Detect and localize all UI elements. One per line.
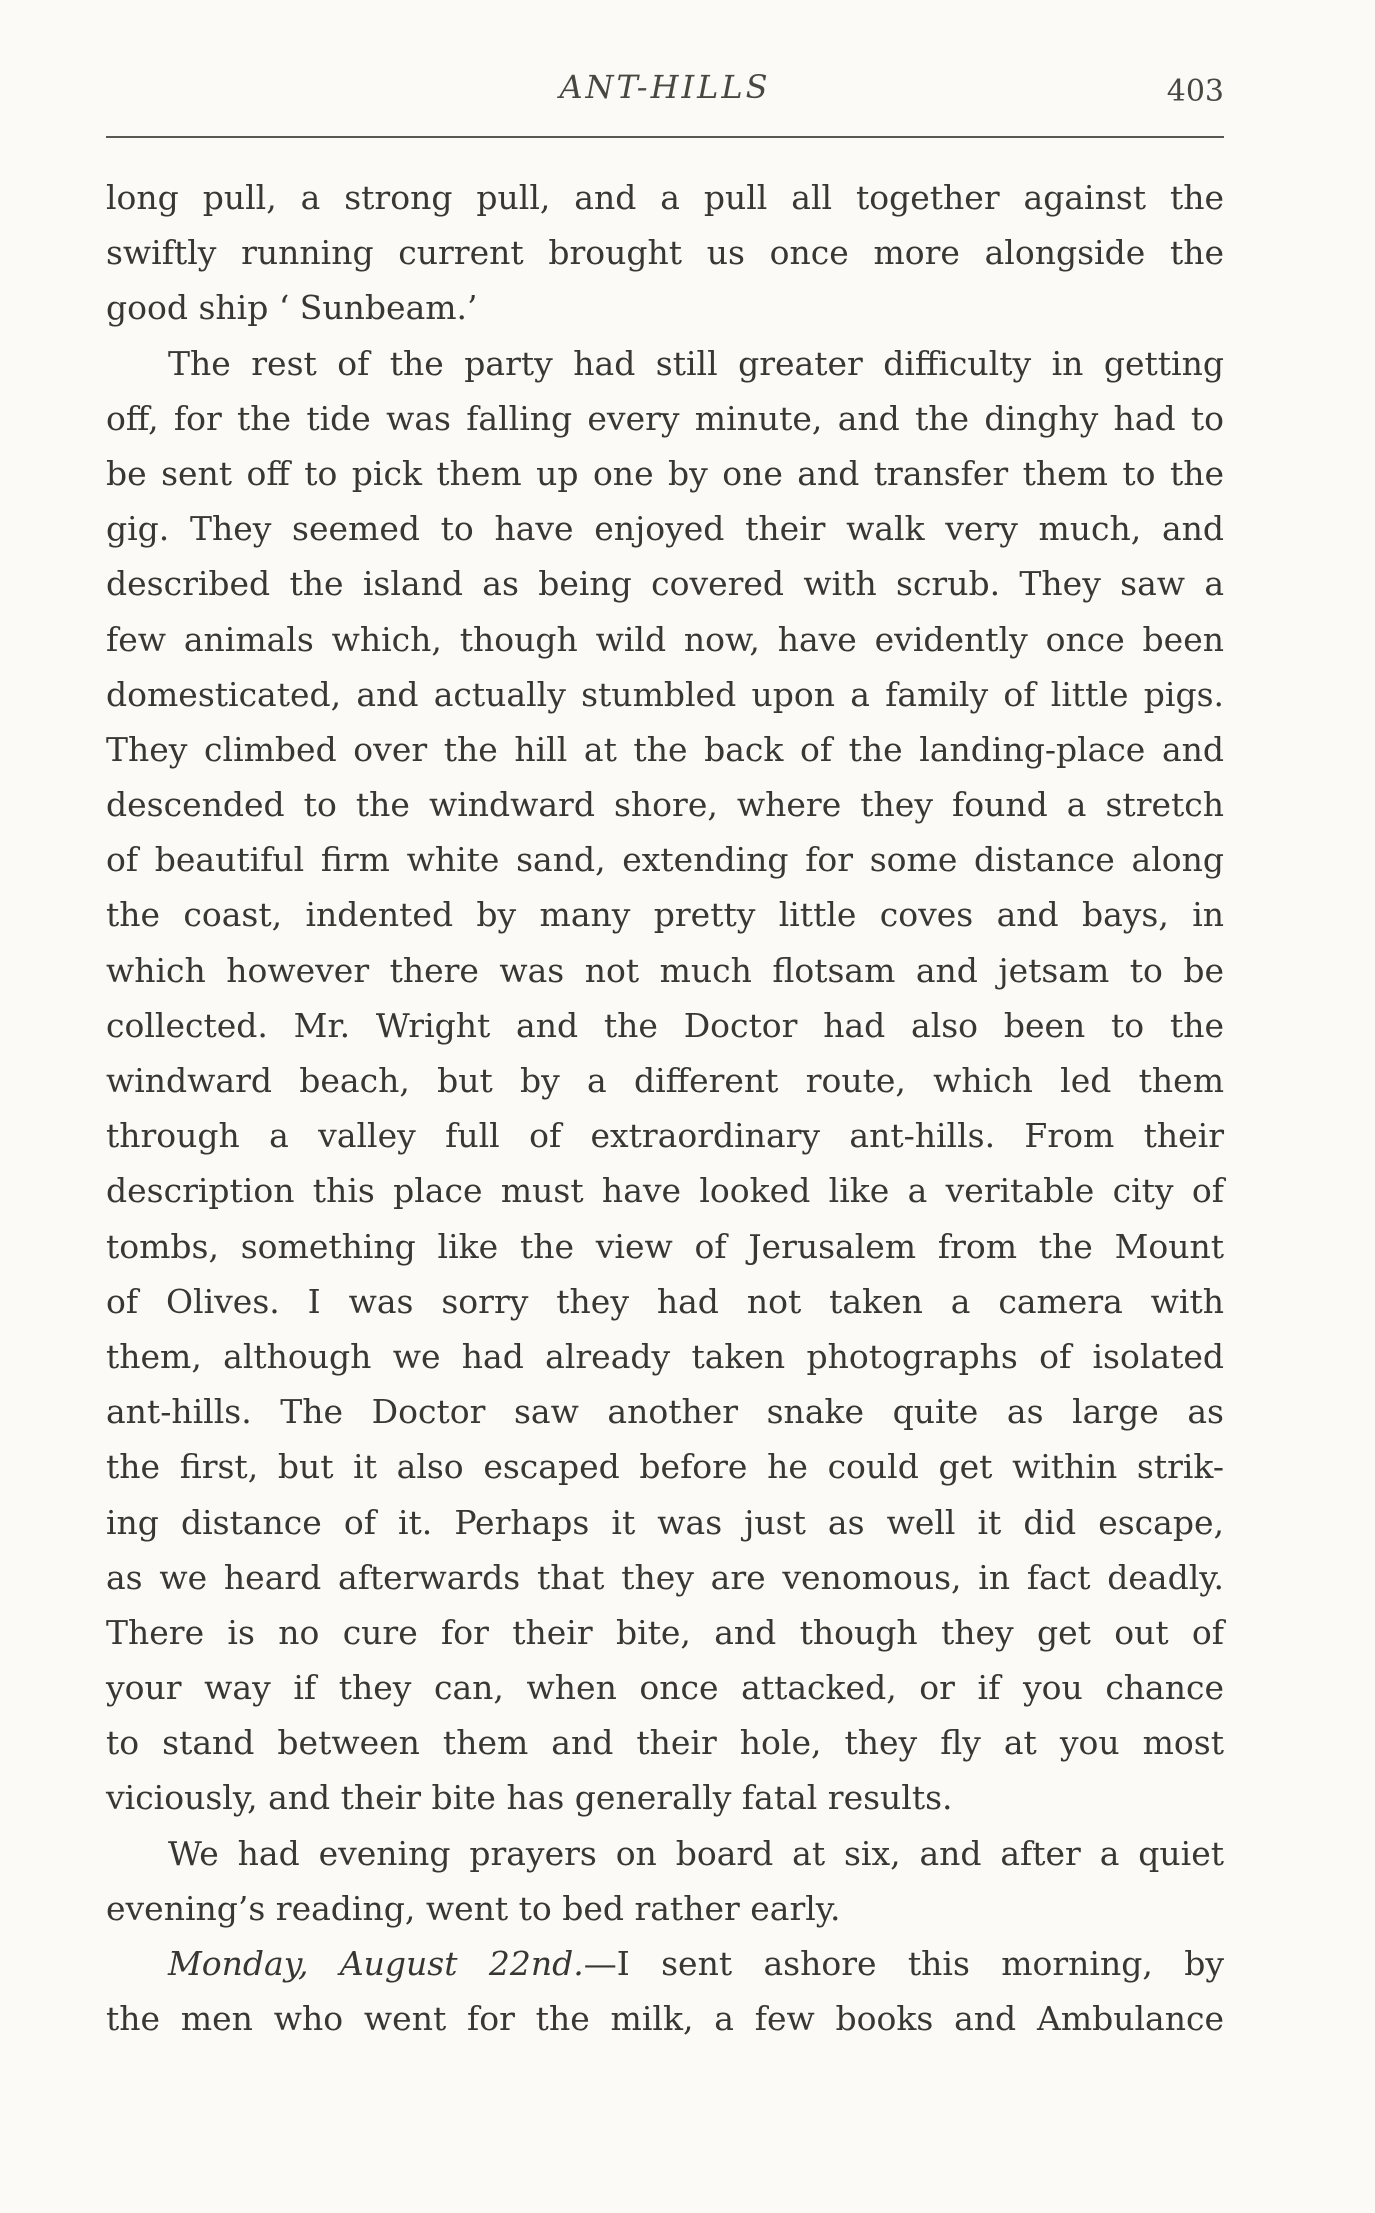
text-line: There is no cure for their bite, and though they get out of bbox=[106, 1612, 1224, 1652]
text-line: descended to the windward shore, where they found a stretch bbox=[106, 785, 1224, 825]
running-head bbox=[106, 68, 1224, 116]
text-line: good ship ‘ Sunbeam.’ bbox=[106, 288, 478, 328]
text-line: collected. Mr. Wright and the Doctor had also been to the bbox=[106, 1005, 1224, 1045]
running-title: ANT-HILLS bbox=[559, 68, 771, 106]
text-line: of beautiful firm white sand, extending for some distance along bbox=[106, 840, 1224, 880]
text-line: through a valley full of extraordinary ant-hills. From their bbox=[106, 1116, 1224, 1156]
text-line: described the island as being covered with scrub. They saw a bbox=[106, 564, 1224, 604]
text-line: long pull, a strong pull, and a pull all together against the bbox=[106, 178, 1224, 217]
text-line: The rest of the party had still greater difficulty in getting bbox=[168, 343, 1224, 383]
text-line: the first, but it also escaped before he could get within strik- bbox=[106, 1447, 1224, 1487]
body-text bbox=[106, 170, 1224, 2046]
page-number: 403 bbox=[1166, 74, 1224, 109]
text-line: domesticated, and actually stumbled upon a family of little pigs. bbox=[106, 674, 1224, 714]
text-line: ant-hills. The Doctor saw another snake quite as large as bbox=[106, 1392, 1224, 1432]
text-line: ing distance of it. Perhaps it was just as well it did escape, bbox=[106, 1502, 1224, 1542]
text-line: off, for the tide was falling every minute, and the dinghy had to bbox=[106, 398, 1224, 438]
text-line: few animals which, though wild now, have evidently once been bbox=[106, 619, 1224, 659]
text-line: They climbed over the hill at the back of the landing-place and bbox=[106, 729, 1224, 769]
text-line: be sent off to pick them up one by one and transfer them to the bbox=[106, 453, 1224, 493]
text-line: viciously, and their bite has generally fatal results. bbox=[106, 1778, 953, 1818]
text-line: gig. They seemed to have enjoyed their walk very much, and bbox=[106, 509, 1224, 549]
text-line: the coast, indented by many pretty little coves and bays, in bbox=[106, 895, 1224, 935]
text-line: evening’s reading, went to bed rather early. bbox=[106, 1888, 841, 1928]
text-line: as we heard afterwards that they are venomous, in fact deadly. bbox=[106, 1557, 1224, 1597]
text-line: your way if they can, when once attacked, or if you chance bbox=[106, 1668, 1224, 1708]
text-line: tombs, something like the view of Jerusalem from the Mount bbox=[106, 1226, 1224, 1266]
dated-entry-line bbox=[106, 1936, 1224, 1991]
text-line: description this place must have looked like a veritable city of bbox=[106, 1171, 1224, 1211]
text-line: them, although we had already taken photographs of isolated bbox=[106, 1336, 1224, 1376]
text-line: windward beach, but by a different route, which led them bbox=[106, 1061, 1224, 1100]
header-rule bbox=[106, 136, 1224, 138]
text-line: swiftly running current brought us once more alongside the bbox=[106, 233, 1224, 273]
text-line: the men who went for the milk, a few books and Ambulance bbox=[106, 1999, 1224, 2039]
text-line: of Olives. I was sorry they had not taken a camera with bbox=[106, 1281, 1224, 1321]
text-line: to stand between them and their hole, they fly at you most bbox=[106, 1723, 1224, 1763]
entry-date: Monday, August 22nd. bbox=[168, 1944, 584, 1983]
text-line: We had evening prayers on board at six, and after a quiet bbox=[168, 1833, 1224, 1873]
entry-text: —I sent ashore this morning, by bbox=[583, 1944, 1224, 1983]
text-line: which however there was not much flotsam and jetsam to be bbox=[106, 950, 1224, 990]
